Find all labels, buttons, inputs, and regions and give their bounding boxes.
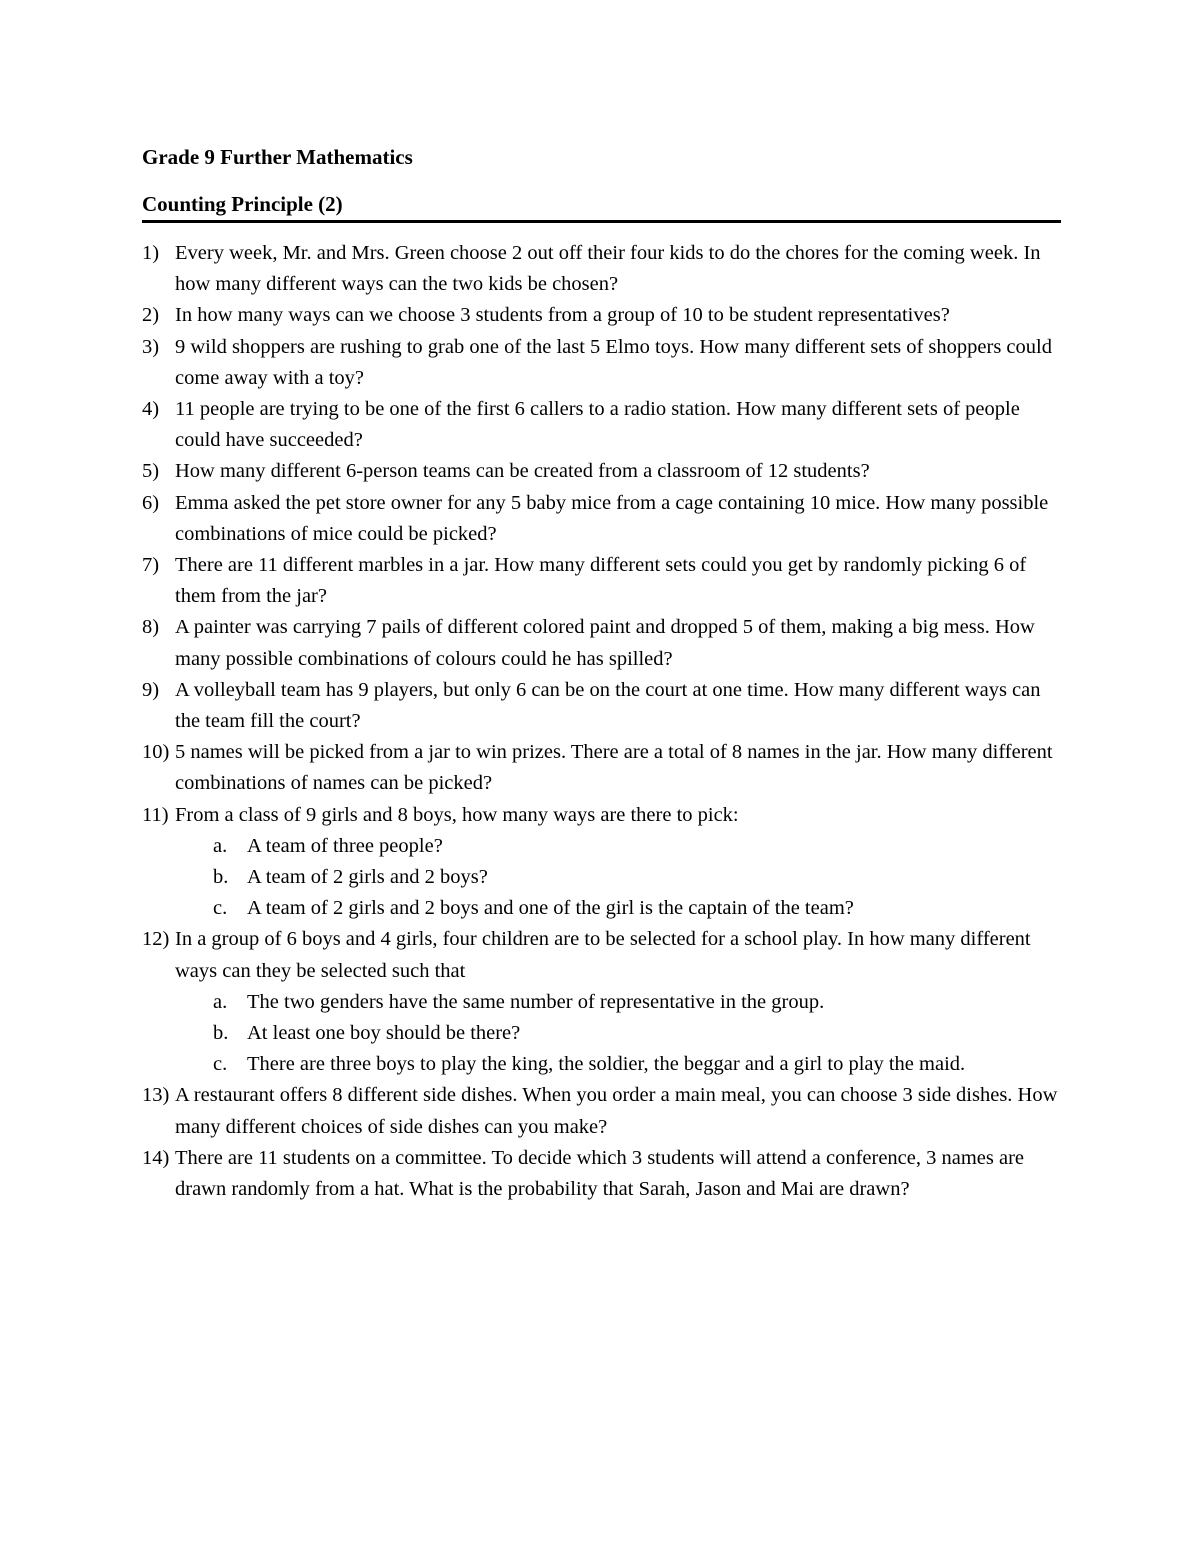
sub-question-text: There are three boys to play the king, the soldier, the beggar and a girl to play the maid.: [247, 1053, 966, 1076]
question-text: 11 people are trying to be one of the first 6 callers to a radio station. How many different sets of people could have succeeded?: [175, 398, 1020, 452]
question-number: 4): [142, 398, 160, 421]
sub-question-text: A team of 2 girls and 2 boys and one of the girl is the captain of the team?: [247, 897, 854, 920]
page-title: Grade 9 Further Mathematics: [142, 145, 413, 169]
sub-question-letter: a.: [213, 990, 228, 1013]
question-9: [142, 675, 1067, 737]
question-6: [142, 488, 1067, 550]
question-2: [142, 300, 1067, 331]
sub-question-letter: c.: [213, 1053, 228, 1076]
sub-question-letter: b.: [213, 1022, 229, 1045]
question-1: [142, 238, 1067, 300]
question-number: 8): [142, 616, 160, 639]
question-text: There are 11 different marbles in a jar. How many different sets could you get by randomly picking 6 of them from the jar?: [175, 554, 1027, 608]
title-divider: [142, 220, 1061, 223]
page-subtitle: Counting Principle (2): [142, 192, 343, 216]
sub-question: [175, 1049, 1067, 1080]
question-text: In how many ways can we choose 3 students from a group of 10 to be student representatives?: [175, 304, 950, 327]
question-number: 3): [142, 335, 160, 358]
question-number: 1): [142, 242, 160, 264]
question-12: [142, 924, 1067, 1080]
question-number: 10): [142, 741, 170, 764]
sub-question-text: The two genders have the same number of representative in the group.: [247, 990, 825, 1013]
question-text: 9 wild shoppers are rushing to grab one of the last 5 Elmo toys. How many different sets of shoppers could come away with a toy?: [175, 335, 1052, 389]
sub-question-letter: a.: [213, 834, 228, 857]
question-13: [142, 1080, 1067, 1142]
sub-question: [175, 987, 1067, 1018]
question-number: 14): [142, 1146, 170, 1169]
sub-question-letter: c.: [213, 897, 228, 920]
question-number: 13): [142, 1084, 170, 1107]
question-text: Emma asked the pet store owner for any 5 baby mice from a cage containing 10 mice. How many possible combinations of mice could be picked?: [175, 491, 1049, 545]
sub-question-list: [175, 831, 1067, 925]
sub-question: [175, 1018, 1067, 1049]
question-text: Every week, Mr. and Mrs. Green choose 2 out off their four kids to do the chores for the coming week. In how many different ways can the two kids be chosen?: [175, 242, 1041, 296]
sub-question-text: A team of 2 girls and 2 boys?: [247, 866, 488, 889]
question-text: A volleyball team has 9 players, but only 6 can be on the court at one time. How many different ways can the team fill the court?: [175, 678, 1041, 733]
sub-question-letter: b.: [213, 866, 229, 889]
question-text: From a class of 9 girls and 8 boys, how many ways are there to pick:: [175, 803, 739, 826]
question-text: In a group of 6 boys and 4 girls, four children are to be selected for a school play. In how many different ways can they be selected such that: [175, 928, 1031, 982]
question-11: [142, 800, 1067, 925]
question-text: 5 names will be picked from a jar to win prizes. There are a total of 8 names in the jar. How many different combinations of names can be picked?: [175, 741, 1053, 795]
question-number: 9): [142, 678, 160, 701]
question-5: [142, 456, 1067, 487]
sub-question: [175, 831, 1067, 862]
sub-question: [175, 893, 1067, 924]
question-text: A painter was carrying 7 pails of different colored paint and dropped 5 of them, making a big mess. How many possible combinations of colours could he has spilled?: [175, 616, 1035, 670]
question-text: A restaurant offers 8 different side dishes. When you order a main meal, you can choose 3 side dishes. How many different choices of side dishes can you make?: [175, 1084, 1058, 1138]
sub-question: [175, 862, 1067, 893]
question-number: 5): [142, 460, 160, 483]
question-text: There are 11 students on a committee. To decide which 3 students will attend a conference, 3 names are drawn randomly from a hat. What is the probability that Sarah, Jason and Mai are drawn?: [175, 1146, 1025, 1201]
question-number: 7): [142, 554, 160, 577]
sub-question-text: At least one boy should be there?: [247, 1022, 521, 1045]
question-number: 12): [142, 928, 170, 951]
question-3: [142, 332, 1067, 394]
question-10: [142, 737, 1067, 799]
question-4: [142, 394, 1067, 456]
question-8: [142, 612, 1067, 674]
question-number: 11): [142, 803, 169, 826]
question-number: 2): [142, 304, 160, 327]
question-7: [142, 550, 1067, 612]
sub-question-list: [175, 987, 1067, 1081]
question-14: [142, 1143, 1067, 1205]
sub-question-text: A team of three people?: [247, 834, 443, 857]
question-list: [142, 238, 1067, 1205]
question-text: How many different 6-person teams can be created from a classroom of 12 students?: [175, 460, 870, 483]
question-number: 6): [142, 491, 160, 514]
